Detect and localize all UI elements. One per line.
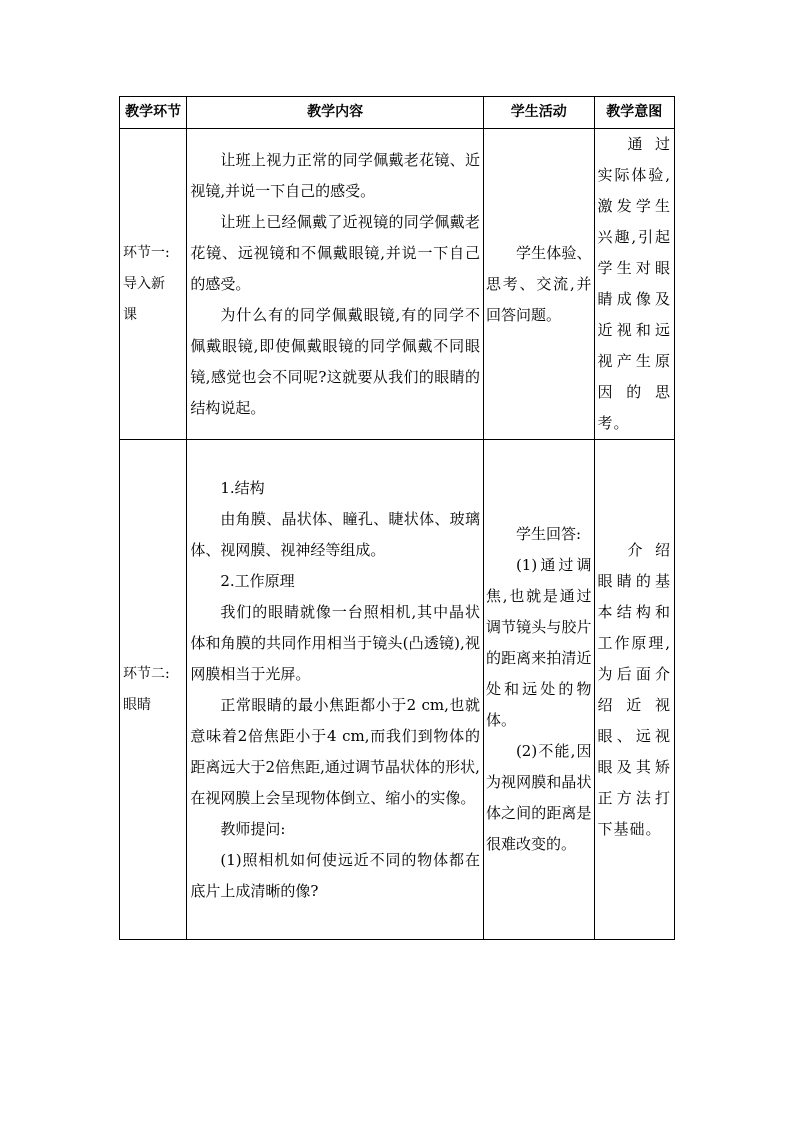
content-paragraph: 教师提问: xyxy=(220,819,286,838)
header-teaching-stage: 教学环节 xyxy=(120,97,187,129)
content-cell xyxy=(187,129,484,440)
content-paragraph: 1.结构 xyxy=(220,478,265,497)
activity-cell xyxy=(483,440,594,940)
activity-paragraph: (2)不能,因为视网膜和晶状体之间的距离是很难改变的。 xyxy=(485,742,592,853)
section-label-line: 课 xyxy=(123,306,137,323)
content-paragraph: 2.工作原理 xyxy=(220,571,295,590)
content-paragraph: 让班上视力正常的同学佩戴老花镜、近视镜,并说一下自己的感受。 xyxy=(190,150,480,200)
activity-cell xyxy=(483,129,594,440)
content-paragraph: 我们的眼睛就像一台照相机,其中晶状体和角膜的共同作用相当于镜头(凸透镜),视网膜相当于光屏。 xyxy=(190,602,480,683)
section-label-line: 环节二: xyxy=(123,665,170,682)
content-paragraph: 由角膜、晶状体、瞳孔、睫状体、玻璃体、视网膜、视神经等组成。 xyxy=(190,509,480,559)
content-paragraph: (1)照相机如何使远近不同的物体都在底片上成清晰的像? xyxy=(190,850,480,900)
intent-cell xyxy=(594,440,674,940)
section-label-line: 导入新 xyxy=(123,275,165,292)
content-paragraph: 为什么有的同学佩戴眼镜,有的同学不佩戴眼镜,即使佩戴眼镜的同学佩戴不同眼镜,感觉也会不同呢?这就要从我们的眼睛的结构说起。 xyxy=(190,305,480,417)
table-header-row xyxy=(120,97,675,129)
header-teaching-content: 教学内容 xyxy=(187,97,484,129)
section-label-line: 环节一: xyxy=(123,244,170,261)
intent-cell xyxy=(594,129,674,440)
content-paragraph: 正常眼睛的最小焦距都小于2 cm,也就意味着2倍焦距小于4 cm,而我们到物体的距离远大于2倍焦距,通过调节晶状体的形状,在视网膜上会呈现物体倒立、缩小的实像。 xyxy=(190,695,480,807)
activity-paragraph: (1)通过调焦,也就是通过调节镜头与胶片的距离来拍清近处和远处的物体。 xyxy=(485,556,592,729)
lesson-plan-table xyxy=(119,96,675,940)
header-student-activity: 学生活动 xyxy=(483,97,594,129)
table-row xyxy=(120,440,675,940)
content-paragraph: 让班上已经佩戴了近视镜的同学佩戴老花镜、远视镜和不佩戴眼镜,并说一下自己的感受。 xyxy=(190,212,480,293)
section-label-line: 眼睛 xyxy=(123,696,151,713)
table-row xyxy=(120,129,675,440)
section-cell xyxy=(120,440,187,940)
intent-paragraph: 通过实际体验,激发学生兴趣,引起学生对眼睛成像及近视和远视产生原因的思考。 xyxy=(597,135,671,432)
content-cell xyxy=(187,440,484,940)
header-teaching-intent: 教学意图 xyxy=(594,97,674,129)
intent-paragraph: 介绍眼睛的基本结构和工作原理,为后面介绍近视眼、远视眼及其矫正方法打下基础。 xyxy=(597,540,671,838)
activity-paragraph: 学生回答: xyxy=(515,525,582,543)
section-cell xyxy=(120,129,187,440)
activity-paragraph: 学生体验、思考、交流,并回答问题。 xyxy=(485,243,592,324)
